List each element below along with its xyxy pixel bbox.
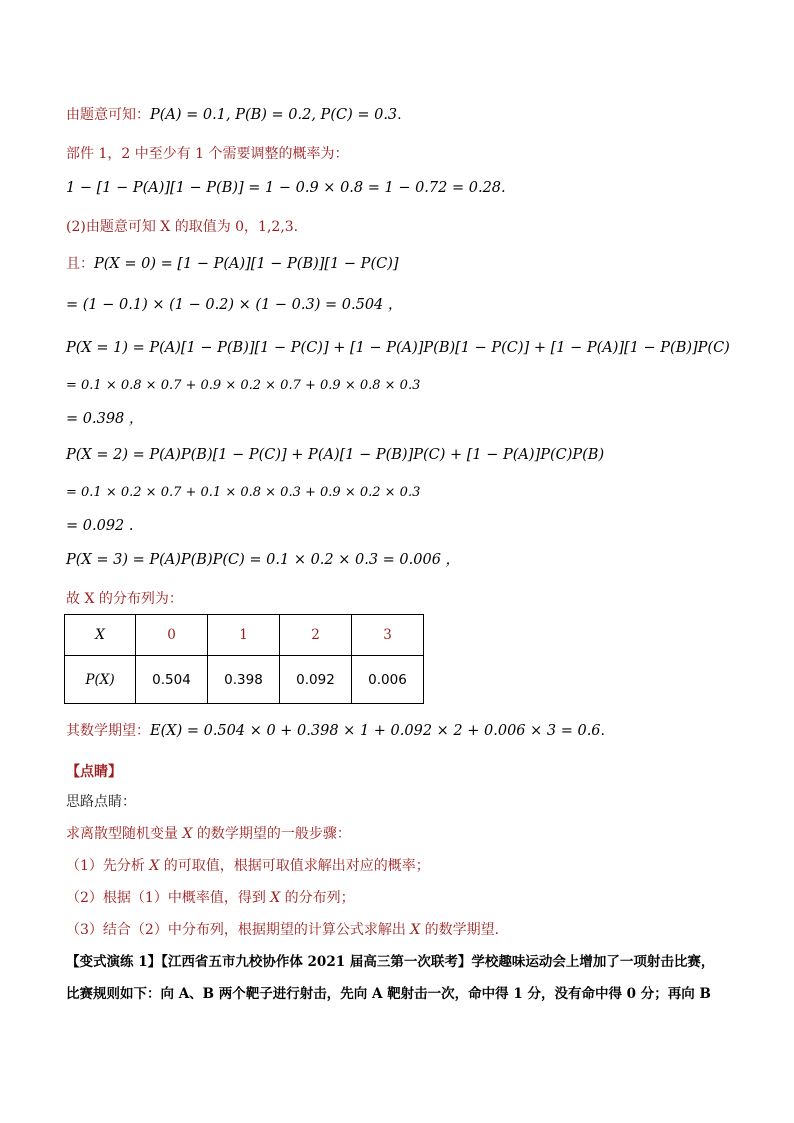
tip-step-1: [66, 857, 430, 875]
part-two-text-b: 的取值为 0，1,2,3.: [170, 219, 299, 235]
table-cell: 0: [136, 615, 208, 656]
table-cell: P(X): [65, 656, 136, 704]
exercise-title: 【变式演练 1】【江西省五市九校协作体 2021 届高三第一次联考】学校趣味运动会上增加了一项射击比赛，: [66, 954, 715, 970]
tip-subheading: 思路点睛：: [66, 794, 136, 810]
dist-var: X: [84, 591, 95, 607]
expectation-formula: E(X) = 0.504 × 0 + 0.398 × 1 + 0.092 × 2 + 0.006 × 3 = 0.6: [150, 723, 601, 739]
px2-result: = 0.092 .: [66, 518, 134, 534]
table-cell: 0.092: [280, 656, 352, 704]
px1-result: = 0.398 ，: [66, 411, 144, 427]
step3-text-b: 的数学期望.: [420, 922, 500, 938]
table-row: [65, 656, 424, 704]
expectation-end: .: [600, 723, 605, 739]
tip-step-3: [66, 921, 499, 939]
part-two-text-a: (2)由题意可知: [66, 219, 161, 235]
dist-text-b: 的分布列为：: [94, 591, 183, 607]
dist-text-a: 故: [66, 591, 85, 607]
tip-heading: 【点睛】: [66, 764, 122, 780]
part-one-intro: 部件 1，2 中至少有 1 个需要调整的概率为：: [66, 146, 349, 162]
px0-calc: = (1 − 0.1) × (1 − 0.2) × (1 − 0.3) = 0.504 ，: [66, 297, 403, 313]
px1-calc: = 0.1 × 0.8 × 0.7 + 0.9 × 0.2 × 0.7 + 0.9 × 0.8 × 0.3: [66, 378, 421, 393]
tip-text-b: 的数学期望的一般步骤：: [192, 826, 351, 842]
table-cell: 0.504: [136, 656, 208, 704]
distribution-intro: [66, 590, 183, 608]
px3-formula: P(X = 3) = P(A)P(B)P(C) = 0.1 × 0.2 × 0.3 = 0.006 ，: [66, 552, 461, 568]
table-cell: 2: [280, 615, 352, 656]
part-one-formula: [66, 179, 506, 197]
tip-step-intro: [66, 825, 351, 843]
table-cell: 0.398: [208, 656, 280, 704]
step2-var: X: [270, 890, 281, 906]
step1-text-a: （1）先分析: [66, 858, 150, 874]
px2-calc: = 0.1 × 0.2 × 0.7 + 0.1 × 0.8 × 0.3 + 0.9 × 0.2 × 0.3: [66, 485, 421, 500]
exercise-rules: 比赛规则如下：向 A、B 两个靶子进行射击，先向 A 靶射击一次，命中得 1 分，没有命中得 0 分；再向 B: [66, 986, 711, 1002]
px0-line: [66, 255, 399, 273]
table-cell: X: [65, 615, 136, 656]
step1-text-b: 的可取值，根据可取值求解出对应的概率；: [159, 858, 430, 874]
given-label: 由题意可知：: [66, 107, 150, 123]
table-cell: 0.006: [352, 656, 424, 704]
table-row: [65, 615, 424, 656]
step3-var: X: [410, 922, 421, 938]
part-two-var: X: [160, 219, 171, 235]
expectation-line: [66, 722, 605, 740]
given-probabilities: [66, 106, 402, 124]
tip-text-a: 求离散型随机变量: [66, 826, 183, 842]
part-one-formula-end: .: [501, 180, 506, 196]
px1-formula: P(X = 1) = P(A)[1 − P(B)][1 − P(C)] + [1 − P(A)]P(B)[1 − P(C)] + [1 − P(A)][1 − P(B)]P(C): [66, 340, 730, 356]
table-cell: 3: [352, 615, 424, 656]
tip-var: X: [182, 826, 193, 842]
expectation-label: 其数学期望：: [66, 723, 150, 739]
part-one-formula-text: 1 − [1 − P(A)][1 − P(B)] = 1 − 0.9 × 0.8 = 1 − 0.72 = 0.28: [66, 180, 502, 196]
px0-formula: P(X = 0) = [1 − P(A)][1 − P(B)][1 − P(C)]: [94, 256, 399, 272]
step3-text-a: （3）结合（2）中分布列，根据期望的计算公式求解出: [66, 922, 411, 938]
step2-text-b: 的分布列；: [280, 890, 355, 906]
tip-step-2: [66, 889, 355, 907]
distribution-table: [64, 614, 424, 704]
given-end: .: [397, 107, 402, 123]
table-cell: 1: [208, 615, 280, 656]
part-two-intro: [66, 218, 298, 236]
step1-var: X: [149, 858, 160, 874]
px0-label: 且：: [66, 256, 94, 272]
px2-formula: P(X = 2) = P(A)P(B)[1 − P(C)] + P(A)[1 − P(B)]P(C) + [1 − P(A)]P(C)P(B): [66, 447, 605, 463]
given-formula: P(A) = 0.1, P(B) = 0.2, P(C) = 0.3: [150, 107, 398, 123]
step2-text-a: （2）根据（1）中概率值，得到: [66, 890, 271, 906]
